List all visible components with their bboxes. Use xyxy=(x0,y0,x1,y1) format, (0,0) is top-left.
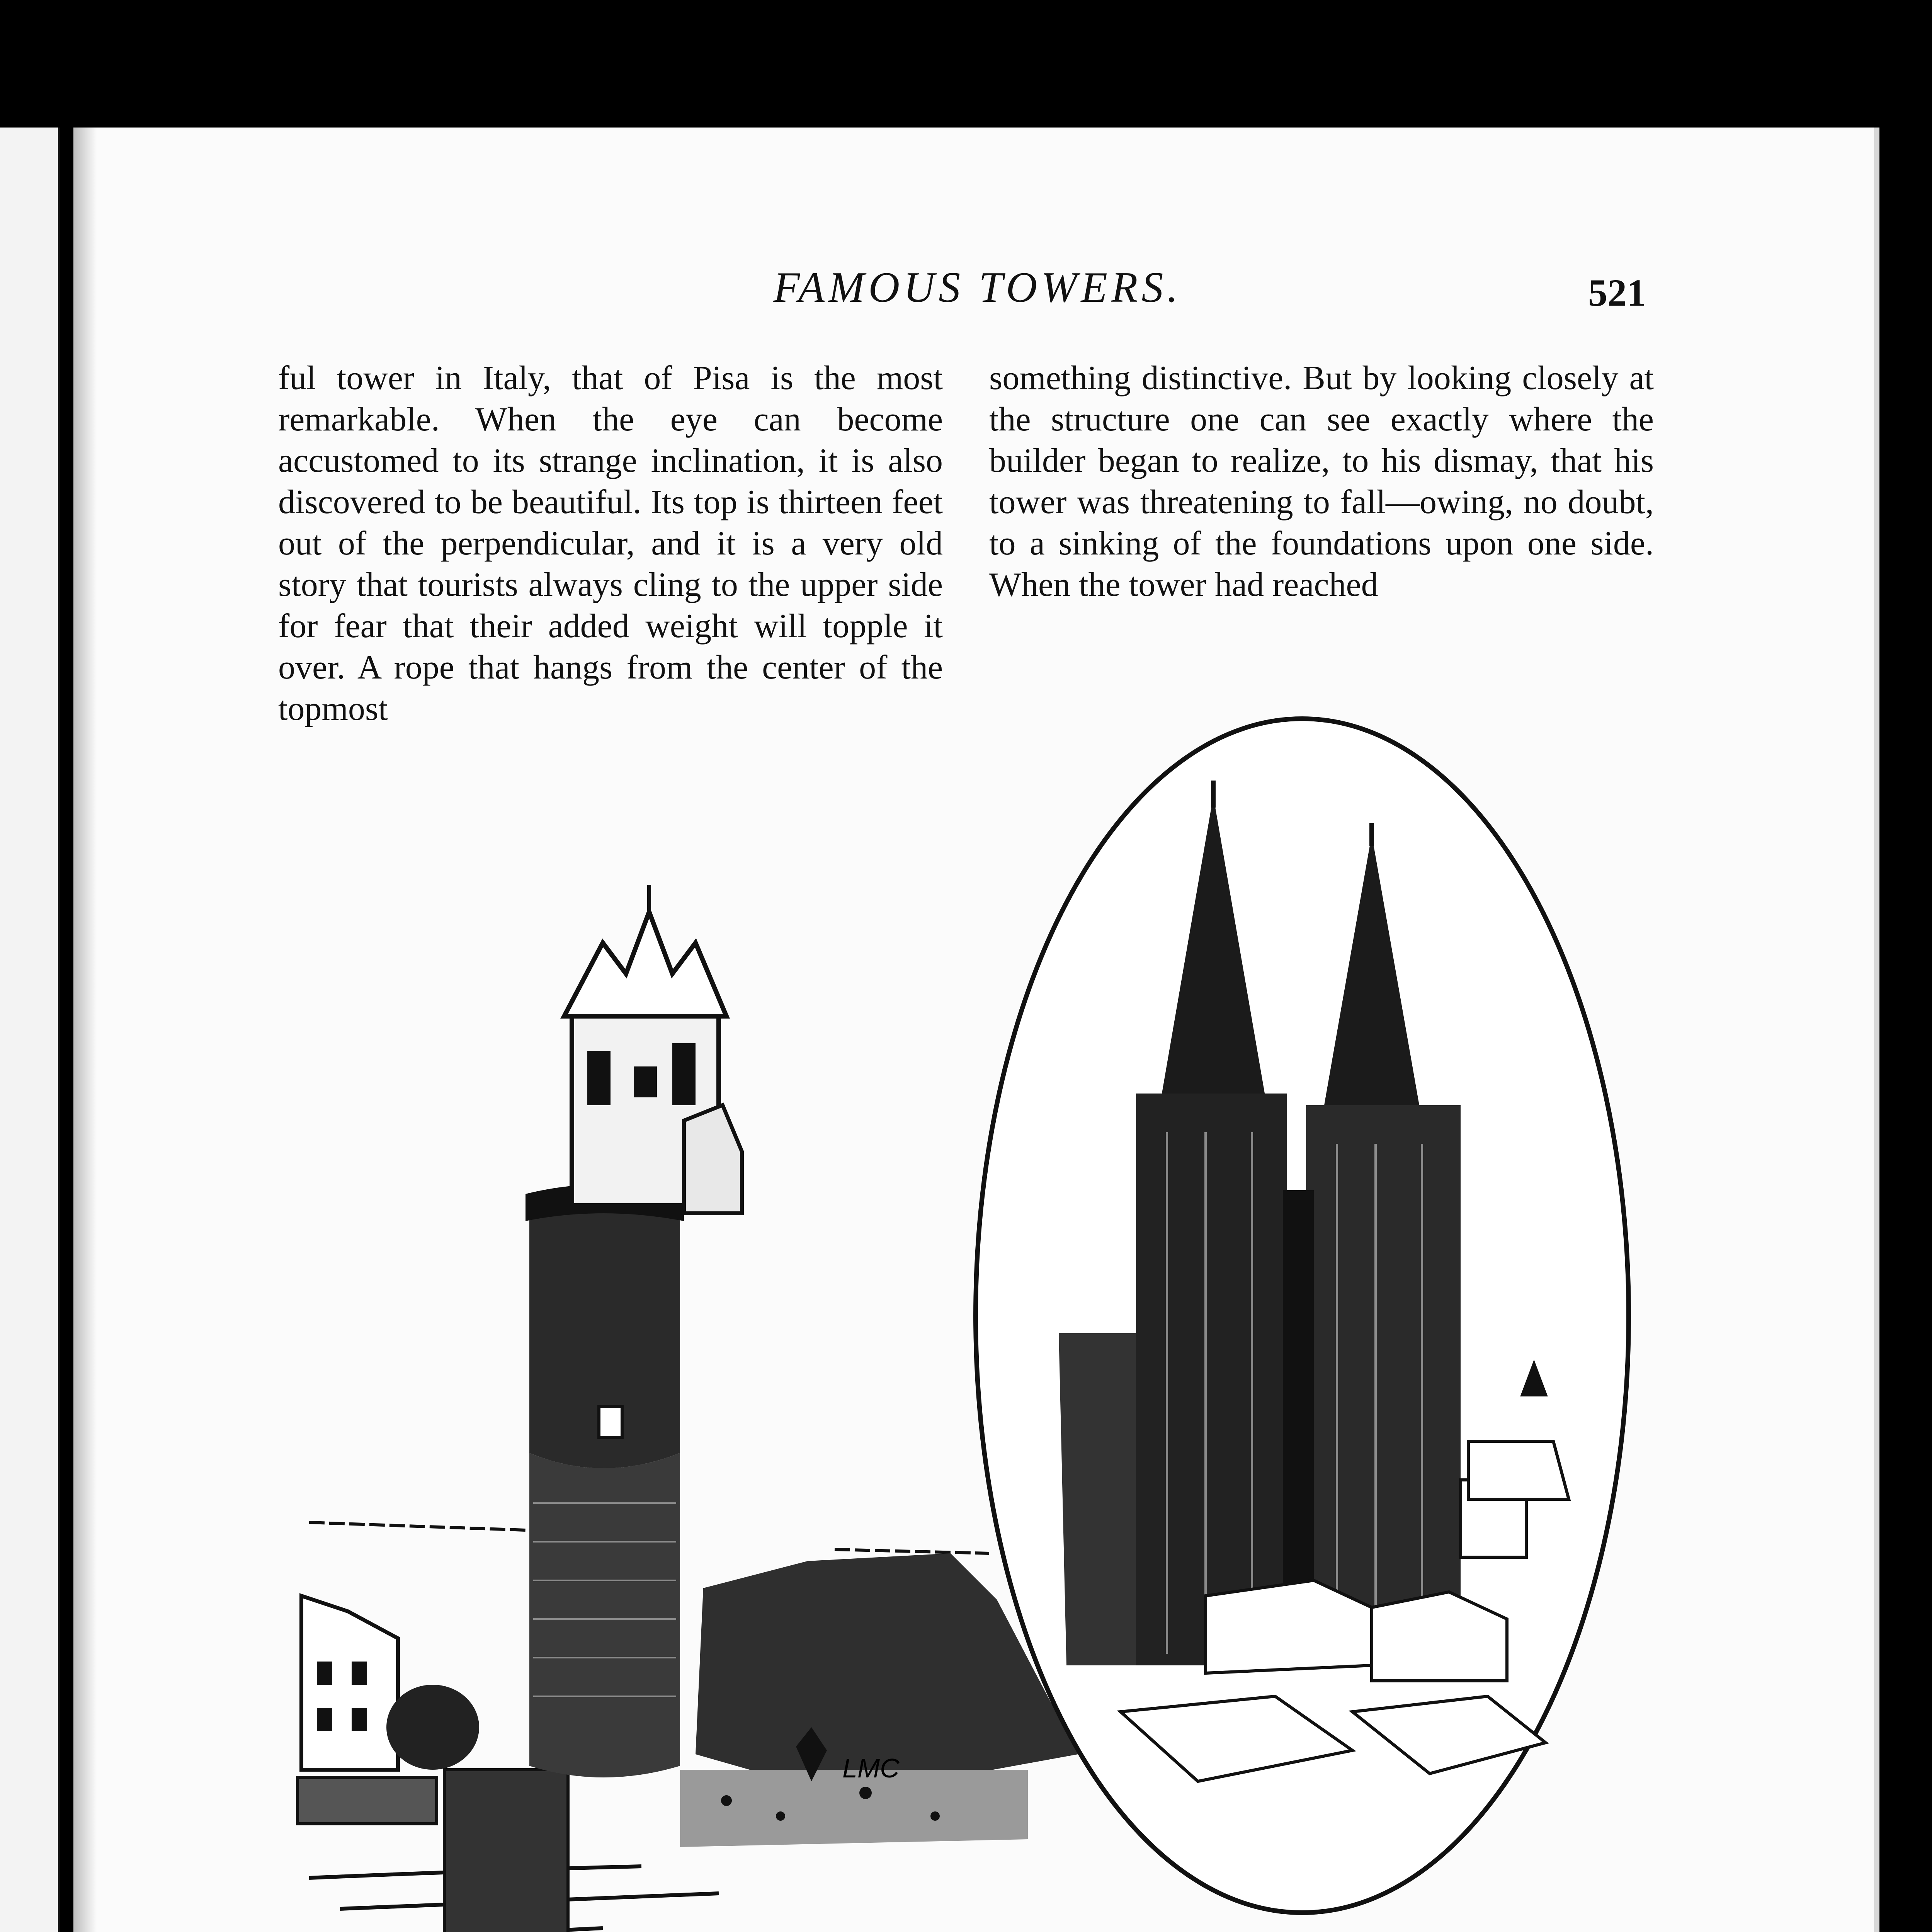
paragraph: ful tower in Italy, that of Pisa is the most remarkable. When the eye can become accustomed to its strange inclination, it is also discovered to be beautiful. Its top is thirteen feet out of the perpendicular, and it is a very old story that tourists always cling to the upper side for fear that their added weight will topple it over. A rope that hangs from the center of the topmost xyxy=(278,359,943,728)
artist-signature: LMC xyxy=(842,1753,900,1783)
tower-body xyxy=(526,1184,684,1777)
running-title: FAMOUS TOWERS. xyxy=(773,264,1182,311)
page-number: 521 xyxy=(1588,271,1646,314)
house-left xyxy=(301,1596,479,1770)
cologne-cathedral-illustration xyxy=(966,707,1638,1924)
paragraph: something distinctive. But by looking closely at the structure one can see exactly where the builder began to realize, to his dismay, that his tower was threatening to fall—owing, no doubt, to a sinking of the foundations upon one side. When the tower had reached xyxy=(989,359,1654,604)
facing-page-edge xyxy=(0,128,60,1932)
left-column-top xyxy=(278,357,943,730)
gutter-shadow xyxy=(73,128,97,1932)
tower-turret xyxy=(564,885,742,1213)
right-column-top xyxy=(989,357,1654,605)
